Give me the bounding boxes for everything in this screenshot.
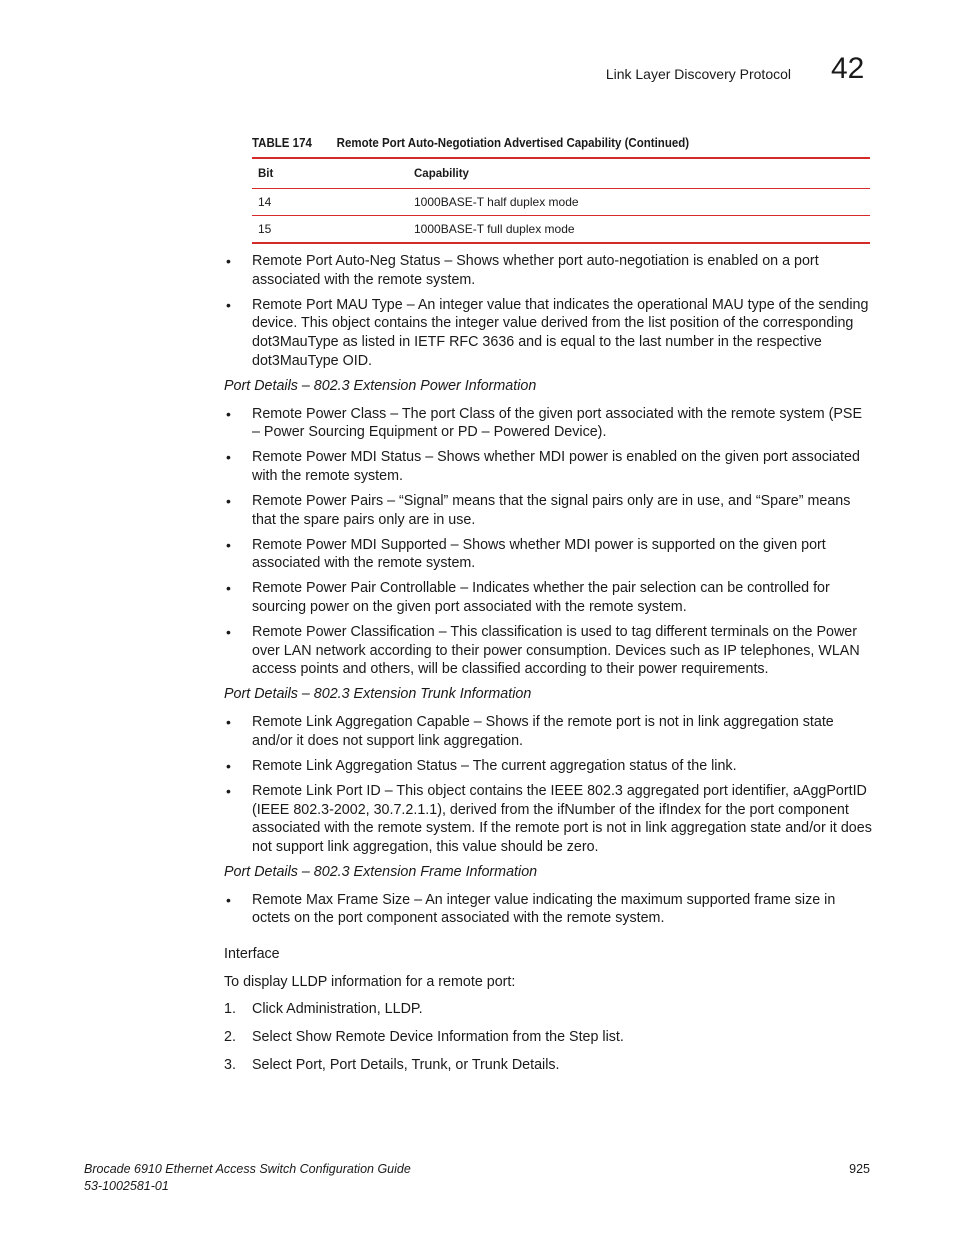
description: – The current aggregation status of the link. xyxy=(457,757,737,774)
step-text: Select Show Remote Device Information from the Step list. xyxy=(252,1029,624,1046)
table-cell-capability: 1000BASE-T full duplex mode xyxy=(414,222,575,236)
interface-heading: Interface xyxy=(224,946,280,963)
step-item xyxy=(224,1000,872,1019)
term: Remote Link Aggregation Capable xyxy=(252,714,470,731)
term: Remote Power Pairs xyxy=(252,492,384,509)
chapter-number: 42 xyxy=(831,52,865,85)
body-content xyxy=(224,252,872,1084)
description: – Indicates whether the pair selection can be controlled for sourcing power on the given port associated with the remote system. xyxy=(252,580,830,616)
bullet-icon: • xyxy=(226,449,231,466)
term: Remote Link Port ID xyxy=(252,782,381,799)
bullet-list-power xyxy=(224,405,872,680)
footer-guide-title: Brocade 6910 Ethernet Access Switch Configuration Guide xyxy=(84,1162,411,1176)
term: Remote Power Classification xyxy=(252,624,435,641)
list-item xyxy=(224,579,872,616)
term: Remote Max Frame Size xyxy=(252,891,411,908)
step-number: 3. xyxy=(224,1057,236,1074)
description: – Shows whether MDI power is enabled on the given port associated with the remote system. xyxy=(252,449,860,484)
term: Remote Power Class xyxy=(252,405,387,422)
steps-list xyxy=(224,1000,872,1075)
interface-intro: To display LLDP information for a remote port: xyxy=(224,973,516,990)
term: Remote Power Pair Controllable xyxy=(252,580,457,597)
table-caption-label: TABLE 174 xyxy=(252,136,312,150)
list-item xyxy=(224,891,872,928)
bullet-icon: • xyxy=(226,492,231,509)
footer-doc-number: 53-1002581-01 xyxy=(84,1179,169,1193)
bullet-icon: • xyxy=(226,253,231,269)
list-item xyxy=(224,757,872,776)
term: Remote Link Aggregation Status xyxy=(252,757,458,774)
table-cell-bit: 15 xyxy=(258,222,272,236)
bullet-icon: • xyxy=(226,405,231,422)
bullet-icon: • xyxy=(226,891,231,908)
step-text: Click Administration, LLDP. xyxy=(252,1001,423,1018)
table-header-row xyxy=(252,158,870,189)
bullet-icon: • xyxy=(226,714,231,731)
bullet-icon: • xyxy=(226,757,231,774)
section-heading-frame: Port Details – 802.3 Extension Frame Information xyxy=(224,863,538,880)
page-number: 925 xyxy=(849,1162,870,1176)
bullet-icon: • xyxy=(226,782,231,799)
description: – Shows whether port auto-negotiation is enabled on a port associated with the remote system. xyxy=(252,253,819,288)
description: – Shows whether MDI power is supported on the given port associated with the remote system. xyxy=(252,536,826,572)
list-item xyxy=(224,252,872,289)
description: – “Signal” means that the signal pairs only are in use, and “Spare” means that the spare pairs only are in use. xyxy=(252,492,851,528)
list-item xyxy=(224,536,872,573)
description: – Shows if the remote port is not in link aggregation state and/or it does not support link aggregation. xyxy=(252,714,834,749)
column-header-capability: Capability xyxy=(414,167,469,180)
list-item xyxy=(224,296,872,371)
term: Remote Port Auto-Neg Status xyxy=(252,253,441,269)
step-item xyxy=(224,1056,872,1075)
description: – This object contains the IEEE 802.3 aggregated port identifier, aAggPortID (IEEE 802.3-2002, 30.7.2.1.1), derived from the ifNumber of the ifIndex for the port component associated with the remote system. If the remote port is not in link aggregation state and/or it does not support link aggregation, this value should be zero. xyxy=(252,782,872,855)
term: Remote Port MAU Type xyxy=(252,296,403,313)
list-item xyxy=(224,492,872,529)
list-item xyxy=(224,713,872,750)
bullet-icon: • xyxy=(226,536,231,553)
table-cell-capability: 1000BASE-T half duplex mode xyxy=(414,195,579,209)
step-item xyxy=(224,1028,872,1047)
table-caption xyxy=(252,136,689,150)
bullet-list-port xyxy=(224,252,872,371)
running-header-title: Link Layer Discovery Protocol xyxy=(605,66,791,82)
step-number: 2. xyxy=(224,1029,236,1046)
page-footer xyxy=(84,1161,870,1195)
description: – This classification is used to tag different terminals on the Power over LAN network according to their power consumption. Devices such as IP telephones, WLAN access points and others, will be classified according to their power requirements. xyxy=(252,624,860,678)
table-row xyxy=(252,216,870,244)
step-number: 1. xyxy=(224,1001,236,1018)
description: – The port Class of the given port associated with the remote system (PSE – Power Sourcing Equipment or PD – Powered Device). xyxy=(252,405,863,441)
bullet-icon: • xyxy=(226,296,231,313)
table-caption-text: Remote Port Auto-Negotiation Advertised Capability (Continued) xyxy=(336,136,690,150)
capability-table xyxy=(252,157,870,244)
bullet-list-trunk xyxy=(224,713,872,857)
description: – An integer value indicating the maximum supported frame size in octets on the port component associated with the remote system. xyxy=(252,891,836,927)
list-item xyxy=(224,623,872,679)
list-item xyxy=(224,405,872,442)
term: Remote Power MDI Status xyxy=(252,449,422,466)
term: Remote Power MDI Supported xyxy=(252,536,447,553)
list-item xyxy=(224,782,872,857)
step-text: Select Port, Port Details, Trunk, or Trunk Details. xyxy=(252,1057,560,1074)
bullet-icon: • xyxy=(226,580,231,597)
description: – An integer value that indicates the operational MAU type of the sending device. This object contains the integer value derived from the list position of the corresponding dot3MauType as listed in IETF RFC 3636 and is equal to the last number in the respective dot3MauType OID. xyxy=(252,296,869,369)
list-item xyxy=(224,448,872,485)
section-heading-power: Port Details – 802.3 Extension Power Information xyxy=(224,377,537,394)
bullet-icon: • xyxy=(226,624,231,641)
section-heading-trunk: Port Details – 802.3 Extension Trunk Information xyxy=(224,686,532,703)
bullet-list-frame xyxy=(224,891,872,928)
table-cell-bit: 14 xyxy=(258,195,272,209)
table-row xyxy=(252,189,870,216)
column-header-bit: Bit xyxy=(258,167,274,180)
